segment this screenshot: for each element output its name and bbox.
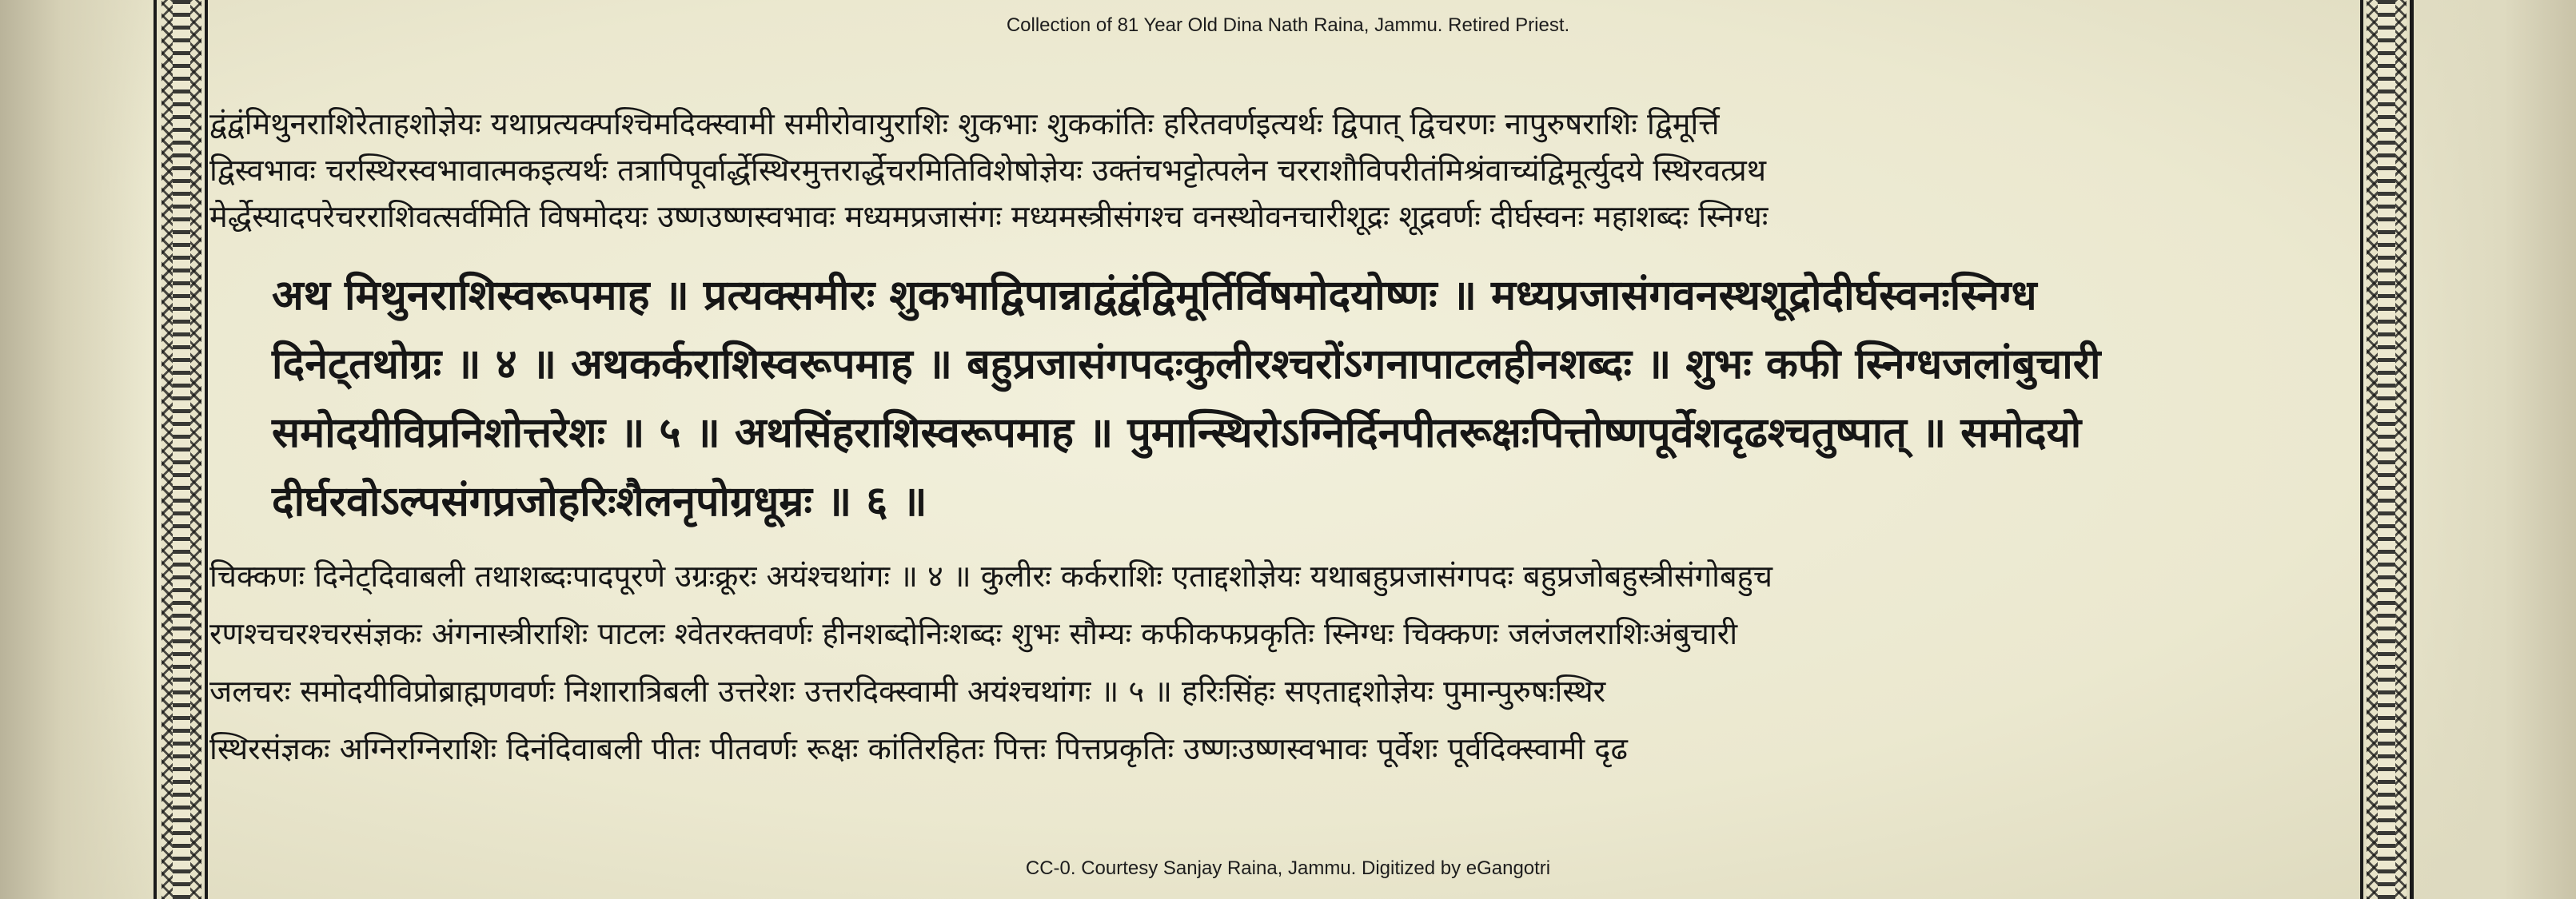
verse-line: अथ मिथुनराशिस्वरूपमाह ॥ प्रत्यक्समीरः शुकभाद्विपान्नाद्वंद्वंद्विमूर्तिर्विषमोदयोष्णः ॥ मध्यप्रजासंगवनस्थशूद्रोदीर्घस्वनःस्निग्ध <box>272 272 2037 320</box>
commentary-top-line: द्विस्वभावः चरस्थिरस्वभावात्मकइत्यर्थः तत्रापिपूर्वार्द्धेस्थिरमुत्तरार्द्धेचरमितिविशेषोज्ञेयः उक्तंचभट्टोत्पलेन चरराशौविपरीतंमिश्रंवाच्यंद्विमूर्त्युदये स्थिरवत्प्रथ <box>209 153 1767 188</box>
verse-line: समोदयीविप्रनिशोत्तरेशः ॥ ५ ॥ अथसिंहराशिस्वरूपमाह ॥ पुमान्स्थिरोऽग्निर्दिनपीतरूक्षःपित्तोष्णपूर्वेशदृढश्चतुष्पात् ॥ समोदयो <box>272 409 2082 457</box>
right-ornamental-border <box>2367 0 2407 899</box>
left-ornamental-border <box>161 0 201 899</box>
commentary-bottom-line: रणश्चचरश्चरसंज्ञकः अंगनास्त्रीराशिः पाटलः श्वेतरक्तवर्णः हीनशब्दोनिःशब्दः शुभः सौम्यः कफीकफप्रकृतिः स्निग्धः चिक्कणः जलंजलराशिःअंबुचारी <box>209 616 1738 651</box>
commentary-bottom-line: चिक्कणः दिनेट्दिवाबली तथाशब्दःपादपूरणे उग्रःक्रूरः अयंश्चथांगः ॥ ४ ॥ कुलीरः कर्कराशिः एताद्दशोज्ञेयः यथाबहुप्रजासंगपदः बहुप्रजोबहुस्त्रीसंगोबहुच <box>209 559 1772 594</box>
commentary-bottom-line: स्थिरसंज्ञकः अग्निरग्निराशिः दिनंदिवाबली पीतः पीतवर्णः रूक्षः कांतिरहितः पित्तः पित्तप्रकृतिः उष्णःउष्णस्वभावः पूर्वेशः पूर्वदिक्स्वामी दृढ <box>209 731 1628 766</box>
page-shadow-left <box>0 0 152 899</box>
left-inner-rule <box>205 0 208 899</box>
right-outer-rule <box>2410 0 2414 899</box>
commentary-top-line: मेर्द्धेस्यादपरेचरराशिवत्सर्वमिति विषमोदयः उष्णउष्णस्वभावः मध्यमप्रजासंगः मध्यमस्त्रीसंगश्च वनस्थोवनचारीशूद्रः शूद्रवर्णः दीर्घस्वनः महाशब्दः स्निग्धः <box>209 199 1769 234</box>
right-inner-rule <box>2360 0 2363 899</box>
verse-line: दीर्घरवोऽल्पसंगप्रजोहरिःशैलनृपोग्रधूम्रः ॥ ६ ॥ <box>272 478 927 526</box>
footer-caption: CC-0. Courtesy Sanjay Raina, Jammu. Digitized by eGangotri <box>1025 857 1551 879</box>
header-caption: Collection of 81 Year Old Dina Nath Raina, Jammu. Retired Priest. <box>1006 14 1570 36</box>
left-outer-rule <box>154 0 157 899</box>
commentary-bottom-line: जलचरः समोदयीविप्रोब्राह्मणवर्णः निशारात्रिबली उत्तरेशः उत्तरदिक्स्वामी अयंश्चथांगः ॥ ५ ॥ हरिःसिंहः सएताद्दशोज्ञेयः पुमान्पुरुषःस्थिर <box>209 674 1606 709</box>
commentary-top-line: द्वंद्वंमिथुनराशिरेताहशोज्ञेयः यथाप्रत्यक्पश्चिमदिक्स्वामी समीरोवायुराशिः शुकभाः शुककांतिः हरितवर्णइत्यर्थः द्विपात् द्विचरणः नापुरुषराशिः द्विमूर्त्ति <box>209 106 1720 141</box>
verse-line: दिनेट्तथोग्रः ॥ ४ ॥ अथकर्कराशिस्वरूपमाह ॥ बहुप्रजासंगपदःकुलीरश्चरोंऽगनापाटलहीनशब्दः ॥ शुभः कफी स्निग्धजलांबुचारी <box>272 340 2101 388</box>
